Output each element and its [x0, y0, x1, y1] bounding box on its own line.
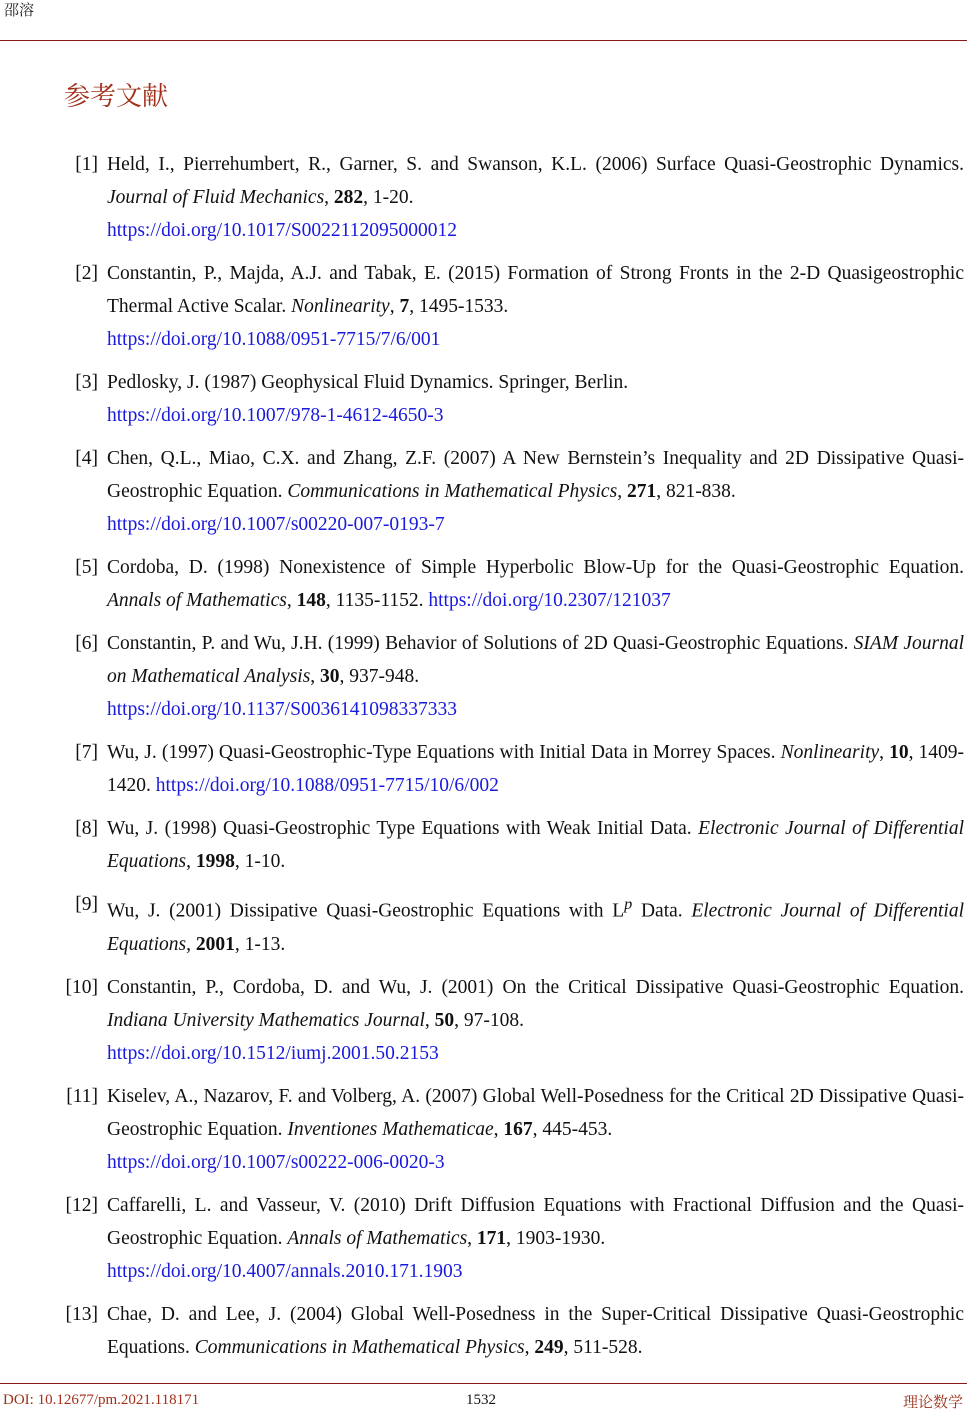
reference-pages: , 1135-1152. — [325, 590, 429, 611]
reference-number: [12] — [65, 1194, 98, 1216]
footer-rule — [0, 1383, 967, 1384]
reference-doi-link[interactable]: https://doi.org/10.1088/0951-7715/7/6/001 — [107, 329, 441, 350]
reference-pages: , 821-838. — [656, 481, 736, 502]
reference-text: Caffarelli, L. and Vasseur, V. (2010) Drift Diffusion Equations with Fractional Diffusion and the Quasi-Geostrophic Equation. — [107, 1194, 964, 1249]
reference-doi-link[interactable]: https://doi.org/10.2307/121037 — [428, 590, 671, 611]
reference-doi-link[interactable]: https://doi.org/10.1512/iumj.2001.50.2153 — [107, 1042, 439, 1064]
reference-journal: SIAM Journal on Mathematical Analysis — [107, 633, 965, 687]
reference-number: [10] — [65, 976, 98, 998]
reference-volume: 271 — [626, 481, 657, 502]
reference-volume: 10 — [889, 742, 909, 763]
reference-separator: , — [467, 1227, 477, 1249]
reference-pages: , 1409-1420. — [107, 742, 965, 796]
reference-number: [3] — [75, 372, 98, 393]
reference-separator: , — [186, 851, 196, 872]
reference-number: [13] — [65, 1303, 98, 1325]
reference-text: Kiselev, A., Nazarov, F. and Volberg, A. (2007) Global Well-Posedness for the Critical 2D Dissipative Quasi-Geostrophic Equation. — [107, 1085, 964, 1140]
reference-number: [2] — [75, 263, 98, 284]
reference-journal: Indiana University Mathematics Journal — [107, 1009, 425, 1031]
reference-list — [64, 148, 964, 1374]
reference-volume: 167 — [503, 1118, 533, 1140]
reference-text: Pedlosky, J. (1987) Geophysical Fluid Dynamics. Springer, Berlin. — [107, 372, 629, 393]
reference-item — [64, 1080, 964, 1179]
reference-superscript: p — [624, 895, 633, 913]
reference-doi-link[interactable]: https://doi.org/10.1017/S0022112095000012 — [107, 220, 457, 241]
reference-doi-link[interactable]: https://doi.org/10.1007/s00220-007-0193-7 — [107, 514, 445, 535]
header-author: 邵溶 — [4, 1, 35, 19]
reference-doi-link[interactable]: https://doi.org/10.1088/0951-7715/10/6/002 — [155, 775, 499, 796]
reference-journal: Annals of Mathematics — [107, 590, 287, 611]
header-rule — [0, 40, 967, 41]
reference-number: [9] — [75, 894, 98, 915]
reference-doi-link[interactable]: https://doi.org/10.1007/978-1-4612-4650-3 — [107, 405, 444, 426]
reference-text: Wu, J. (2001) Dissipative Quasi-Geostrophic Equations with L — [107, 900, 625, 922]
reference-text: Chen, Q.L., Miao, C.X. and Zhang, Z.F. (2007) A New Bernstein’s Inequality and 2D Dissipative Quasi-Geostrophic Equation. — [107, 448, 964, 502]
reference-volume: 171 — [476, 1227, 507, 1249]
reference-pages: , 937-948. — [339, 666, 420, 687]
reference-separator: , — [617, 481, 627, 502]
reference-number: [1] — [75, 154, 98, 175]
reference-journal: Electronic Journal of Differential Equations — [107, 900, 965, 955]
reference-pages: , 1-20. — [363, 187, 414, 208]
reference-text: Wu, J. (1998) Quasi-Geostrophic Type Equations with Weak Initial Data. — [107, 818, 699, 839]
reference-pages: , 1-10. — [234, 851, 286, 872]
reference-journal: Journal of Fluid Mechanics — [107, 187, 325, 208]
reference-item — [64, 148, 964, 247]
reference-journal: Electronic Journal of Differential Equations — [107, 818, 964, 872]
reference-volume: 148 — [296, 590, 326, 611]
footer-page-number: 1532 — [466, 1392, 496, 1408]
reference-separator: , — [389, 296, 400, 317]
reference-item — [64, 888, 964, 961]
reference-text: Cordoba, D. (1998) Nonexistence of Simple Hyperbolic Blow-Up for the Quasi-Geostrophic Equation. — [107, 557, 964, 578]
section-title: 参考文献 — [64, 82, 169, 112]
reference-number: [8] — [75, 818, 98, 839]
reference-item — [64, 442, 964, 541]
reference-separator: , — [493, 1118, 504, 1140]
reference-text: Held, I., Pierrehumbert, R., Garner, S. and Swanson, K.L. (2006) Surface Quasi-Geostrophic Dynamics. — [107, 154, 964, 175]
reference-doi-link[interactable]: https://doi.org/10.1007/s00222-006-0020-3 — [107, 1151, 445, 1173]
reference-doi-link[interactable]: https://doi.org/10.1137/S0036141098337333 — [107, 699, 457, 720]
reference-volume: 50 — [434, 1009, 455, 1031]
reference-volume: 7 — [399, 296, 410, 317]
reference-separator: , — [324, 187, 334, 208]
reference-separator: , — [524, 1336, 535, 1358]
reference-pages: , 445-453. — [532, 1118, 613, 1140]
reference-journal: Inventiones Mathematicae — [287, 1118, 494, 1140]
reference-item — [64, 971, 964, 1070]
reference-text: Constantin, P. and Wu, J.H. (1999) Behavior of Solutions of 2D Quasi-Geostrophic Equations. — [107, 633, 854, 654]
reference-pages: , 1-13. — [234, 933, 286, 955]
reference-item — [64, 1298, 964, 1364]
reference-journal: Nonlinearity — [780, 742, 880, 763]
reference-journal: Nonlinearity — [291, 296, 390, 317]
reference-journal: Annals of Mathematics — [287, 1227, 468, 1249]
reference-journal: Communications in Mathematical Physics — [287, 481, 618, 502]
reference-number: [4] — [75, 448, 98, 469]
reference-text-cont: Data. — [632, 900, 692, 922]
reference-item — [64, 551, 964, 617]
reference-number: [5] — [75, 557, 98, 578]
reference-number: [6] — [75, 633, 98, 654]
reference-item — [64, 366, 964, 432]
reference-text: Chae, D. and Lee, J. (2004) Global Well-Posedness in the Super-Critical Dissipative Quasi-Geostrophic Equations. — [107, 1303, 964, 1358]
reference-item — [64, 257, 964, 356]
footer-doi: DOI: 10.12677/pm.2021.118171 — [3, 1392, 200, 1408]
reference-doi-link[interactable]: https://doi.org/10.4007/annals.2010.171.1903 — [107, 1260, 463, 1282]
reference-volume: 282 — [333, 187, 364, 208]
reference-volume: 30 — [320, 666, 340, 687]
reference-volume: 249 — [534, 1336, 564, 1358]
reference-number: [7] — [75, 742, 98, 763]
reference-pages: , 1903-1930. — [506, 1227, 606, 1249]
reference-separator: , — [424, 1009, 435, 1031]
reference-item — [64, 1189, 964, 1288]
reference-pages: , 511-528. — [563, 1336, 643, 1358]
reference-text: Wu, J. (1997) Quasi-Geostrophic-Type Equations with Initial Data in Morrey Spaces. — [107, 742, 781, 763]
reference-separator: , — [186, 933, 196, 955]
reference-volume: 1998 — [195, 851, 235, 872]
reference-item — [64, 812, 964, 878]
reference-pages: , 1495-1533. — [409, 296, 509, 317]
reference-number: [11] — [66, 1085, 98, 1107]
reference-separator: , — [286, 590, 297, 611]
reference-journal: Communications in Mathematical Physics — [194, 1336, 525, 1358]
reference-item — [64, 736, 964, 802]
reference-item — [64, 627, 964, 726]
reference-volume: 2001 — [195, 933, 235, 955]
reference-text: Constantin, P., Majda, A.J. and Tabak, E. (2015) Formation of Strong Fronts in the 2-D Quasigeostrophic Thermal Active Scalar. — [107, 263, 964, 317]
reference-text: Constantin, P., Cordoba, D. and Wu, J. (2001) On the Critical Dissipative Quasi-Geostrophic Equation. — [107, 976, 964, 998]
reference-pages: , 97-108. — [454, 1009, 525, 1031]
footer-journal-name: 理论数学 — [902, 1393, 963, 1411]
reference-separator: , — [879, 742, 890, 763]
reference-separator: , — [310, 666, 321, 687]
